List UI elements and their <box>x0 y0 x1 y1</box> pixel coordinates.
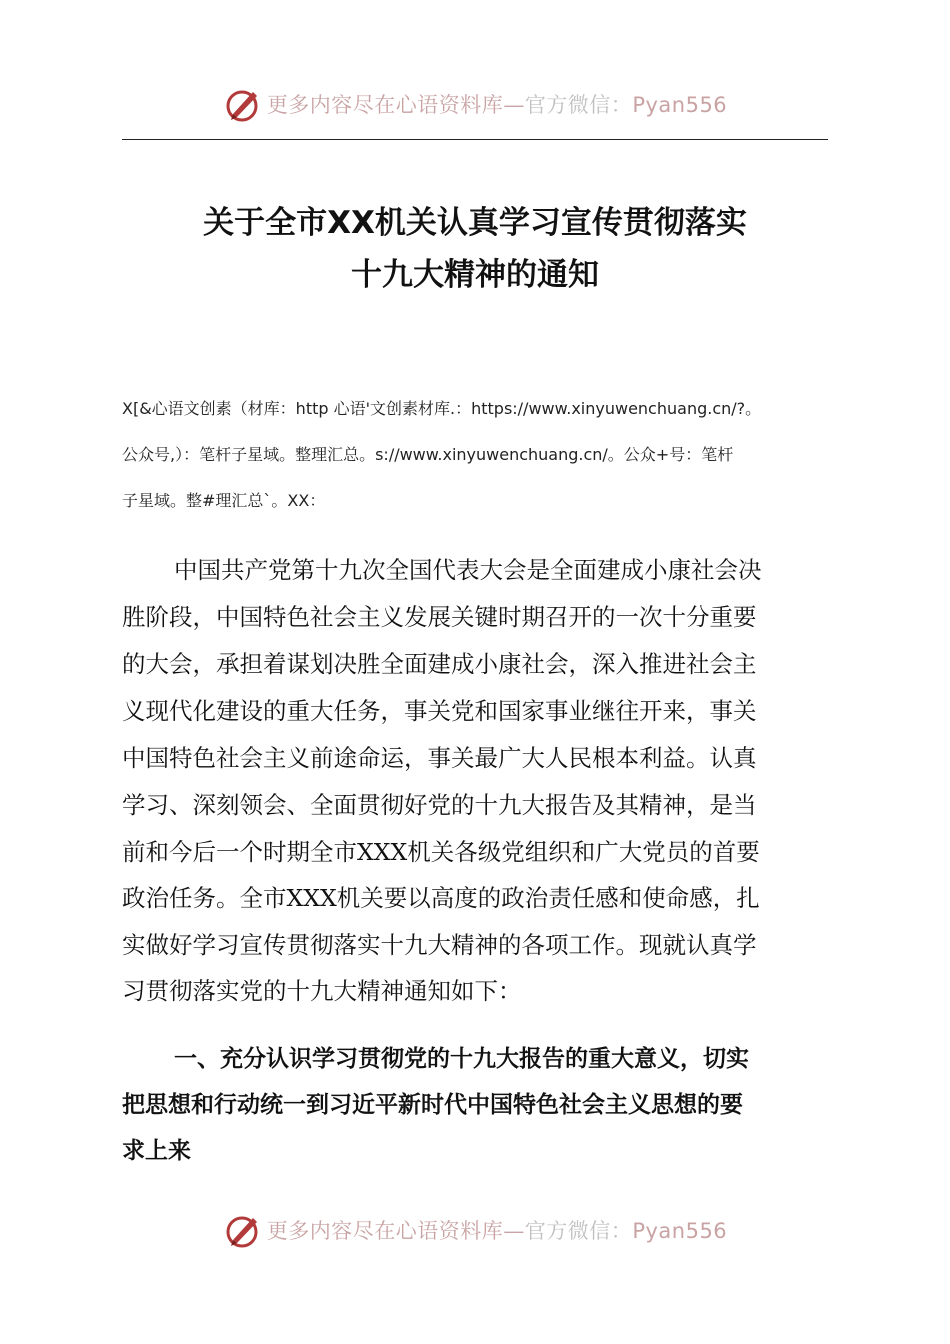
pen-logo-icon <box>223 84 263 124</box>
footer-banner <box>0 1208 950 1252</box>
pen-logo-icon <box>223 1210 263 1250</box>
section-heading-line: 一、充分认识学习贯彻党的十九大报告的重大意义，切实 <box>174 1046 749 1072</box>
document-title-line-1: 关于全市XX机关认真学习宣传贯彻落实 <box>203 205 747 241</box>
body-line: 义现代化建设的重大任务，事关党和国家事业继往开来，事关 <box>122 697 757 725</box>
body-line: 中国特色社会主义前途命运，事关最广大人民根本利益。认真 <box>122 744 757 772</box>
meta-line: 子星域。整#理汇总`。XX： <box>122 491 326 510</box>
header-banner <box>0 82 950 126</box>
section-heading-line: 把思想和行动统一到习近平新时代中国特色社会主义思想的要 <box>122 1092 743 1118</box>
body-line: 的大会，承担着谋划决胜全面建成小康社会，深入推进社会主 <box>122 650 757 678</box>
body-line: 前和今后一个时期全市XXX机关各级党组织和广大党员的首要 <box>122 838 760 866</box>
body-line: 胜阶段，中国特色社会主义发展关键时期召开的一次十分重要 <box>122 603 757 631</box>
meta-line: X[&心语文创素（材库：http 心语'文创素材库.：https://www.xinyuwenchuang.cn/?。 <box>122 399 762 418</box>
document-title-line-2: 十九大精神的通知 <box>351 257 599 293</box>
body-line: 政治任务。全市XXX机关要以高度的政治责任感和使命感，扎 <box>122 884 760 912</box>
banner-text: 更多内容尽在心语资料库—官方微信：Pyan556 <box>266 1219 728 1243</box>
banner-text: 更多内容尽在心语资料库—官方微信：Pyan556 <box>266 93 728 117</box>
body-line: 学习、深刻领会、全面贯彻好党的十九大报告及其精神，是当 <box>122 791 757 819</box>
section-heading-line: 求上来 <box>122 1138 191 1164</box>
body-line: 习贯彻落实党的十九大精神通知如下： <box>122 977 522 1005</box>
body-line: 实做好学习宣传贯彻落实十九大精神的各项工作。现就认真学 <box>122 931 757 959</box>
body-line: 中国共产党第十九次全国代表大会是全面建成小康社会决 <box>174 556 762 584</box>
header-divider <box>122 139 828 140</box>
meta-line: 公众号,）：笔杆子星域。整理汇总。s://www.xinyuwenchuang.cn/。公众+号：笔杆 <box>122 445 734 464</box>
